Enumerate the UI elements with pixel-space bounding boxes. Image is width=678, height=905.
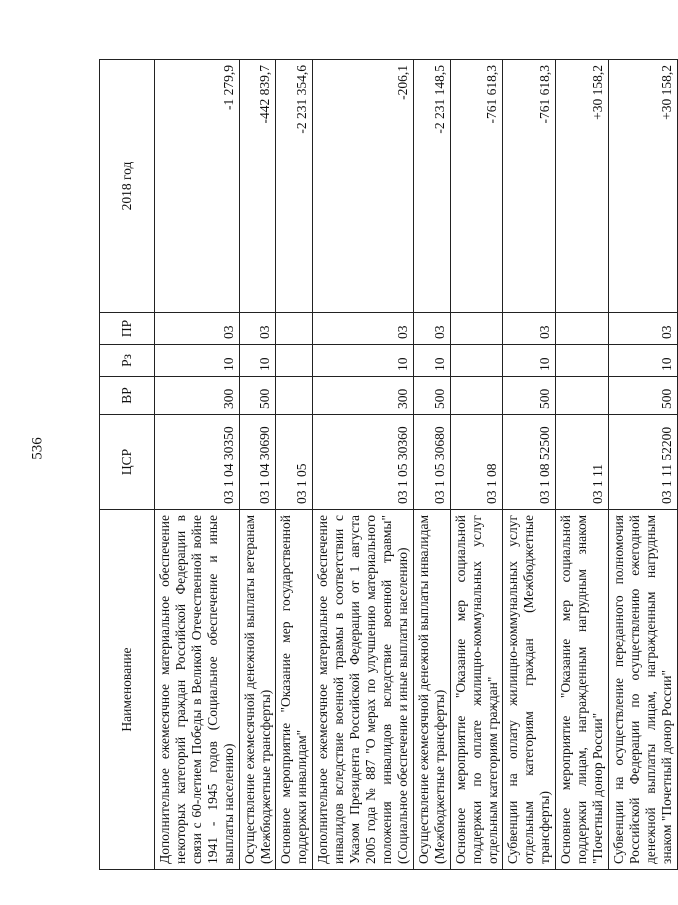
row-csr: 03 1 04 30350: [155, 415, 240, 510]
row-name: Основное мероприятие "Оказание мер социальной поддержки по оплате жилищно-коммунальных услуг отдельным категориям граждан": [450, 510, 503, 870]
table-row: [503, 60, 556, 870]
row-csr: 03 1 04 30690: [239, 415, 276, 510]
table-row: [413, 60, 450, 870]
row-rz: [276, 345, 313, 377]
row-pr: [450, 313, 503, 345]
budget-table: [99, 59, 678, 870]
header-rz: Рз: [100, 345, 155, 377]
row-amount: -442 839,7: [239, 60, 276, 313]
header-csr: ЦСР: [100, 415, 155, 510]
table-row: [155, 60, 240, 870]
header-year: 2018 год: [100, 60, 155, 313]
row-rz: 10: [313, 345, 414, 377]
row-amount: +30 158,2: [556, 60, 609, 313]
row-csr: 03 1 05 30680: [413, 415, 450, 510]
row-name: Дополнительное ежемесячное материальное обеспечение некоторых категорий граждан Российской Федерации в связи с 60-летием Победы в Великой Отечественной войне 1941 - 1945 годов (Социальное обеспечение и иные выплаты населению): [155, 510, 240, 870]
table-header-row: [100, 60, 155, 870]
row-name: Осуществление ежемесячной денежной выплаты ветеранам (Межбюджетные трансферты): [239, 510, 276, 870]
row-amount: +30 158,2: [608, 60, 677, 313]
row-name: Дополнительное ежемесячное материальное обеспечение инвалидов вследствие военной травмы в соответствии с Указом Президента Российской Федерации от 1 августа 2005 года № 887 "О мерах по улучшению материального положения инвалидов вследствие военной травмы" (Социальное обеспечение и иные выплаты населению): [313, 510, 414, 870]
row-csr: 03 1 11 52200: [608, 415, 677, 510]
row-name: Осуществление ежемесячной денежной выплаты инвалидам (Межбюджетные трансферты): [413, 510, 450, 870]
row-csr: 03 1 05: [276, 415, 313, 510]
row-pr: 03: [503, 313, 556, 345]
table-row: [276, 60, 313, 870]
row-csr: 03 1 08: [450, 415, 503, 510]
row-vr: 500: [503, 377, 556, 415]
row-pr: 03: [608, 313, 677, 345]
row-name: Субвенции на оплату жилищно-коммунальных услуг отдельным категориям граждан (Межбюджетные трансферты): [503, 510, 556, 870]
row-vr: 500: [608, 377, 677, 415]
header-vr: ВР: [100, 377, 155, 415]
row-rz: 10: [239, 345, 276, 377]
row-vr: 300: [155, 377, 240, 415]
row-amount: -761 618,3: [503, 60, 556, 313]
row-pr: 03: [155, 313, 240, 345]
row-amount: -2 231 148,5: [413, 60, 450, 313]
row-vr: 500: [413, 377, 450, 415]
row-vr: 500: [239, 377, 276, 415]
row-vr: 300: [313, 377, 414, 415]
row-name: Основное мероприятие "Оказание мер социальной поддержки лицам, награжденным нагрудным знаком "Почетный донор России": [556, 510, 609, 870]
rotated-table-container: [99, 60, 674, 870]
row-rz: 10: [503, 345, 556, 377]
row-rz: 10: [413, 345, 450, 377]
row-amount: -2 231 354,6: [276, 60, 313, 313]
row-pr: 03: [413, 313, 450, 345]
row-amount: -761 618,3: [450, 60, 503, 313]
row-rz: [556, 345, 609, 377]
row-csr: 03 1 11: [556, 415, 609, 510]
row-pr: [556, 313, 609, 345]
table-row: [239, 60, 276, 870]
row-name: Основное мероприятие "Оказание мер государственной поддержки инвалидам": [276, 510, 313, 870]
header-name: Наименование: [100, 510, 155, 870]
row-vr: [276, 377, 313, 415]
row-vr: [556, 377, 609, 415]
row-pr: 03: [313, 313, 414, 345]
page-number: 536: [29, 437, 46, 460]
row-rz: [450, 345, 503, 377]
table-row: [313, 60, 414, 870]
row-amount: -206,1: [313, 60, 414, 313]
table-row: [556, 60, 609, 870]
row-amount: -1 279,9: [155, 60, 240, 313]
header-pr: ПР: [100, 313, 155, 345]
row-pr: 03: [239, 313, 276, 345]
row-csr: 03 1 08 52500: [503, 415, 556, 510]
row-csr: 03 1 05 30360: [313, 415, 414, 510]
row-rz: 10: [155, 345, 240, 377]
row-name: Субвенции на осуществление переданного полномочия Российской Федерации по осуществлению ежегодной денежной выплаты лицам, награжденным нагрудным знаком "Почетный донор России": [608, 510, 677, 870]
row-vr: [450, 377, 503, 415]
row-rz: 10: [608, 345, 677, 377]
table-row: [608, 60, 677, 870]
table-row: [450, 60, 503, 870]
row-pr: [276, 313, 313, 345]
